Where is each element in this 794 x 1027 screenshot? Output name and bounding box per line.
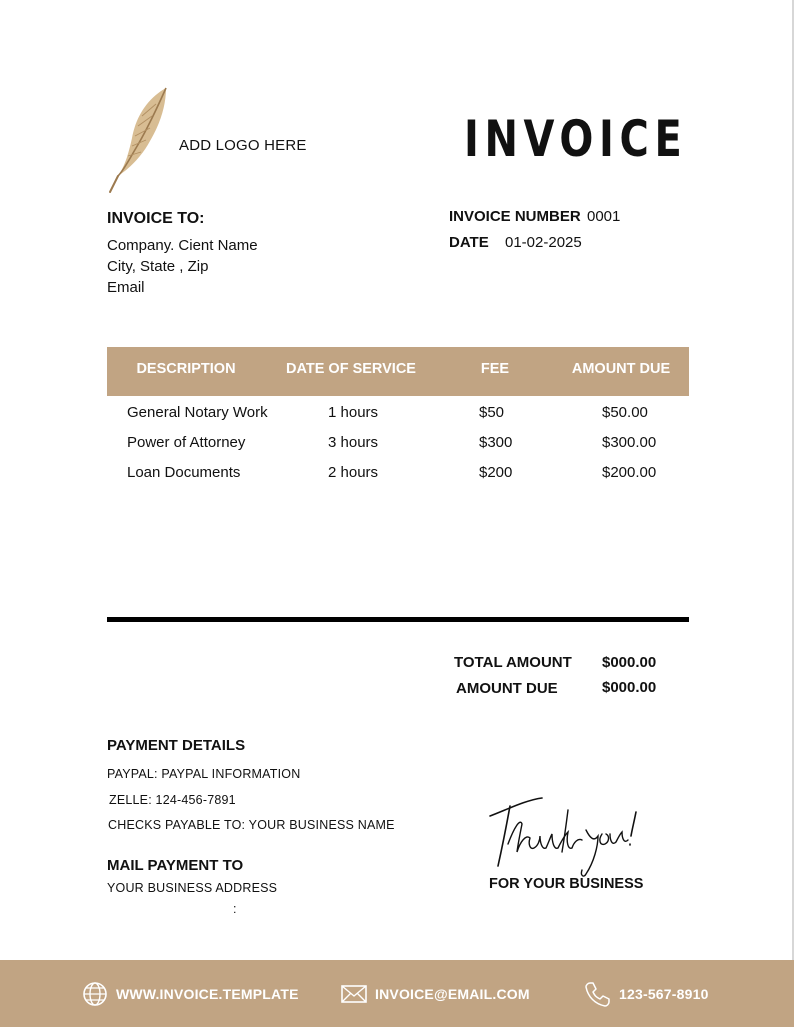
row-amount-due: $300.00	[602, 434, 657, 451]
row-date-of-service: 1 hours	[328, 404, 379, 421]
footer-email-text: INVOICE@EMAIL.COM	[375, 985, 530, 1002]
phone-icon	[584, 980, 612, 1008]
payment-zelle: ZELLE: 124-456-7891	[109, 793, 236, 807]
globe-icon	[81, 980, 109, 1008]
bill-to-label: INVOICE TO:	[107, 210, 205, 227]
mail-payment-title: MAIL PAYMENT TO	[107, 857, 244, 874]
footer-email[interactable]	[340, 960, 530, 1027]
feather-logo-icon	[108, 86, 172, 194]
row-date-of-service: 3 hours	[328, 434, 379, 451]
amount-due-value: $000.00	[602, 679, 657, 696]
date-label: DATE	[449, 234, 489, 251]
row-amount-due: $50.00	[602, 404, 648, 421]
page-title: INVOICE	[464, 110, 688, 168]
bill-to-company: Company. Cient Name	[107, 237, 258, 254]
footer-bar	[0, 960, 794, 1027]
payment-checks: CHECKS PAYABLE TO: YOUR BUSINESS NAME	[108, 818, 395, 832]
invoice-number-label: INVOICE NUMBER	[449, 208, 581, 225]
payment-paypal: PAYPAL: PAYPAL INFORMATION	[107, 767, 301, 781]
payment-details-title: PAYMENT DETAILS	[107, 737, 246, 754]
invoice-number-value: 0001	[587, 208, 621, 225]
total-amount-label: TOTAL AMOUNT	[454, 654, 572, 671]
bill-to-city: City, State , Zip	[107, 258, 209, 275]
thank-you-script: Thank you!	[486, 790, 491, 791]
row-fee: $300	[479, 434, 513, 451]
table-row	[107, 464, 689, 488]
row-description: General Notary Work	[127, 404, 268, 421]
column-header-fee: FEE	[480, 361, 510, 377]
footer-phone-text: 123-567-8910	[619, 985, 709, 1002]
for-your-business: FOR YOUR BUSINESS	[489, 876, 644, 892]
table-header	[107, 347, 689, 396]
table-row	[107, 434, 689, 458]
row-description: Power of Attorney	[127, 434, 246, 451]
column-header-description: DESCRIPTION	[136, 361, 236, 377]
date-value: 01-02-2025	[505, 234, 582, 251]
total-amount-value: $000.00	[602, 654, 657, 671]
envelope-icon	[340, 980, 368, 1008]
amount-due-label: AMOUNT DUE	[456, 680, 558, 697]
row-fee: $50	[479, 404, 505, 421]
mail-extra: :	[233, 902, 237, 916]
table-row	[107, 404, 689, 428]
row-amount-due: $200.00	[602, 464, 657, 481]
footer-website-text: WWW.INVOICE.TEMPLATE	[116, 985, 299, 1002]
logo-placeholder: ADD LOGO HERE	[179, 137, 307, 154]
row-description: Loan Documents	[127, 464, 241, 481]
row-fee: $200	[479, 464, 513, 481]
footer-phone[interactable]	[584, 960, 709, 1027]
row-date-of-service: 2 hours	[328, 464, 379, 481]
column-header-amount-due: AMOUNT DUE	[571, 361, 671, 377]
thank-you-signature	[486, 790, 646, 880]
column-header-date-of-service: DATE OF SERVICE	[286, 361, 416, 377]
mail-address: YOUR BUSINESS ADDRESS	[107, 881, 278, 895]
bill-to-email: Email	[107, 279, 145, 296]
footer-website[interactable]	[81, 960, 299, 1027]
divider-rule	[107, 617, 689, 622]
